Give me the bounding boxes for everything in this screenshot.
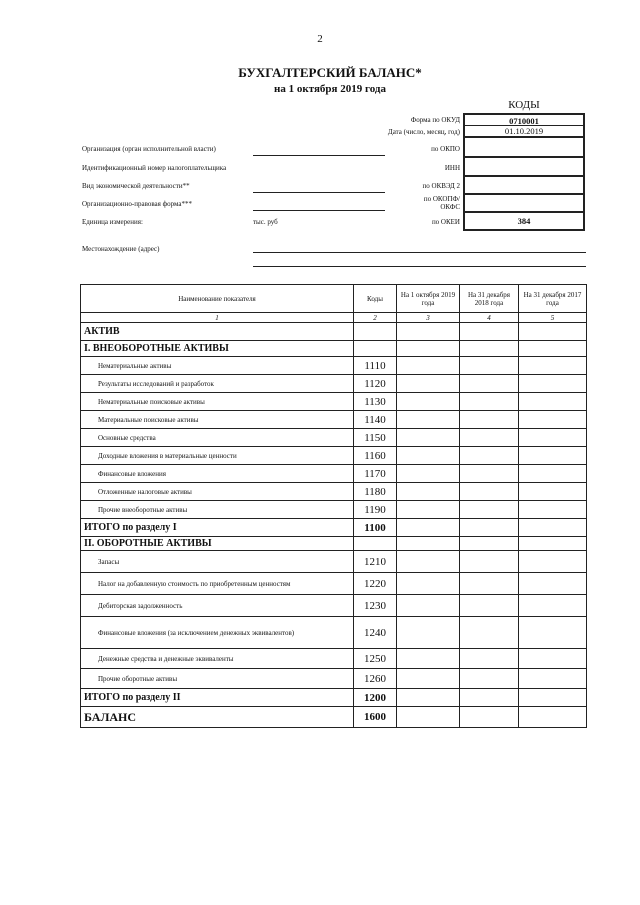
table-row — [81, 429, 587, 447]
index-cell: 3 — [397, 313, 460, 323]
okved-label: по ОКВЭД 2 — [422, 182, 460, 190]
section-assets: АКТИВ — [81, 323, 354, 341]
value-cell[interactable] — [460, 375, 519, 393]
inn-label: Идентификационный номер налогоплательщика — [82, 164, 227, 172]
header-col3: На 1 октября 2019 года — [397, 285, 460, 313]
value-cell[interactable] — [519, 483, 587, 501]
balance-table — [80, 284, 587, 728]
value-cell[interactable] — [460, 617, 519, 649]
row-code: 1230 — [354, 595, 397, 617]
value-cell[interactable] — [519, 447, 587, 465]
row-code: 1140 — [354, 411, 397, 429]
row-name: Налог на добавленную стоимость по приобретенным ценностям — [81, 573, 354, 595]
balance-code: 1600 — [354, 707, 397, 728]
org-label: Организация (орган исполнительной власти) — [82, 145, 216, 153]
section-1-title: I. ВНЕОБОРОТНЫЕ АКТИВЫ — [81, 341, 354, 357]
table-row — [81, 411, 587, 429]
document-title: БУХГАЛТЕРСКИЙ БАЛАНС* — [238, 65, 422, 80]
row-code: 1220 — [354, 573, 397, 595]
table-row — [81, 393, 587, 411]
section-assets-row — [81, 323, 587, 341]
value-cell[interactable] — [460, 447, 519, 465]
value-cell[interactable] — [397, 669, 460, 689]
value-cell[interactable] — [460, 649, 519, 669]
value-cell[interactable] — [397, 649, 460, 669]
value-cell[interactable] — [460, 689, 519, 707]
address-label: Местонахождение (адрес) — [82, 245, 160, 253]
value-cell[interactable] — [397, 519, 460, 537]
value-cell[interactable] — [519, 465, 587, 483]
legal-form-underline — [253, 210, 385, 211]
value-cell[interactable] — [460, 573, 519, 595]
header-name: Наименование показателя — [81, 285, 354, 313]
value-cell[interactable] — [519, 551, 587, 573]
legal-form-label: Организационно-правовая форма*** — [82, 200, 193, 208]
inn-code-label: ИНН — [444, 164, 460, 172]
value-cell[interactable] — [397, 501, 460, 519]
table-row — [81, 465, 587, 483]
value-cell[interactable] — [519, 595, 587, 617]
value-cell[interactable] — [519, 357, 587, 375]
balance-row — [81, 707, 587, 728]
value-cell[interactable] — [397, 393, 460, 411]
value-cell[interactable] — [460, 429, 519, 447]
row-code: 1150 — [354, 429, 397, 447]
total-2-name: ИТОГО по разделу II — [81, 689, 354, 707]
row-name: Нематериальные активы — [81, 357, 354, 375]
okud-code-box: 0710001 — [463, 113, 585, 126]
section-2-title: II. ОБОРОТНЫЕ АКТИВЫ — [81, 537, 354, 551]
row-name: Доходные вложения в материальные ценности — [81, 447, 354, 465]
row-name: Результаты исследований и разработок — [81, 375, 354, 393]
okei-code-box: 384 — [463, 212, 585, 231]
row-name: Прочие внеоборотные активы — [81, 501, 354, 519]
total-1-name: ИТОГО по разделу I — [81, 519, 354, 537]
value-cell[interactable] — [397, 707, 460, 728]
value-cell[interactable] — [397, 551, 460, 573]
okopf-label: по ОКОПФ/ ОКФС — [423, 195, 460, 211]
index-cell: 2 — [354, 313, 397, 323]
row-name: Денежные средства и денежные эквиваленты — [81, 649, 354, 669]
row-code: 1180 — [354, 483, 397, 501]
value-cell[interactable] — [460, 357, 519, 375]
value-cell[interactable] — [460, 669, 519, 689]
row-code: 1120 — [354, 375, 397, 393]
value-cell[interactable] — [519, 573, 587, 595]
value-cell[interactable] — [460, 551, 519, 573]
value-cell[interactable] — [397, 447, 460, 465]
table-header-row — [81, 285, 587, 313]
value-cell[interactable] — [460, 707, 519, 728]
okpo-code-box — [463, 137, 585, 157]
row-name: Финансовые вложения (за исключением денежных эквивалентов) — [81, 617, 354, 649]
header-codes: Коды — [354, 285, 397, 313]
table-row — [81, 617, 587, 649]
row-code: 1160 — [354, 447, 397, 465]
value-cell[interactable] — [519, 707, 587, 728]
value-cell[interactable] — [519, 617, 587, 649]
row-code: 1190 — [354, 501, 397, 519]
address-underline-2 — [253, 266, 586, 267]
value-cell[interactable] — [519, 669, 587, 689]
document-subtitle: на 1 октября 2019 года — [274, 83, 386, 95]
total-1-code: 1100 — [354, 519, 397, 537]
inn-code-box — [463, 157, 585, 176]
header-col5: На 31 декабря 2017 года — [519, 285, 587, 313]
index-row — [81, 313, 587, 323]
row-name: Основные средства — [81, 429, 354, 447]
table-row — [81, 551, 587, 573]
okopf-code-box — [463, 194, 585, 212]
value-cell[interactable] — [519, 519, 587, 537]
table-row — [81, 357, 587, 375]
org-underline — [253, 155, 385, 156]
index-cell: 1 — [81, 313, 354, 323]
row-name: Дебиторская задолженность — [81, 595, 354, 617]
value-cell[interactable] — [519, 501, 587, 519]
row-code: 1210 — [354, 551, 397, 573]
value-cell[interactable] — [397, 595, 460, 617]
row-name: Материальные поисковые активы — [81, 411, 354, 429]
row-code: 1260 — [354, 669, 397, 689]
value-cell[interactable] — [397, 357, 460, 375]
row-code: 1250 — [354, 649, 397, 669]
value-cell[interactable] — [460, 393, 519, 411]
okpo-label: по ОКПО — [431, 145, 460, 153]
index-cell: 5 — [519, 313, 587, 323]
section-2-row — [81, 537, 587, 551]
date-label: Дата (число, месяц, год) — [387, 128, 460, 136]
unit-label: Единица измерения: — [82, 218, 143, 226]
table-row — [81, 573, 587, 595]
value-cell[interactable] — [397, 411, 460, 429]
section-1-row — [81, 341, 587, 357]
value-cell[interactable] — [460, 483, 519, 501]
value-cell[interactable] — [519, 649, 587, 669]
address-underline-1 — [253, 252, 586, 253]
activity-label: Вид экономической деятельности** — [82, 182, 190, 190]
row-code: 1240 — [354, 617, 397, 649]
index-cell: 4 — [460, 313, 519, 323]
page-number: 2 — [317, 33, 323, 45]
value-cell[interactable] — [397, 375, 460, 393]
value-cell[interactable] — [460, 465, 519, 483]
row-name: Нематериальные поисковые активы — [81, 393, 354, 411]
row-code: 1110 — [354, 357, 397, 375]
unit-value: тыс. руб — [253, 218, 278, 226]
value-cell[interactable] — [460, 501, 519, 519]
total-2-code: 1200 — [354, 689, 397, 707]
header-col4: На 31 декабря 2018 года — [460, 285, 519, 313]
codes-header: КОДЫ — [508, 99, 540, 111]
value-cell[interactable] — [460, 411, 519, 429]
value-cell[interactable] — [519, 411, 587, 429]
value-cell[interactable] — [519, 375, 587, 393]
activity-underline — [253, 192, 385, 193]
value-cell[interactable] — [460, 595, 519, 617]
value-cell[interactable] — [519, 429, 587, 447]
row-name: Запасы — [81, 551, 354, 573]
value-cell[interactable] — [397, 429, 460, 447]
value-cell[interactable] — [397, 465, 460, 483]
okud-label: Форма по ОКУД — [410, 116, 460, 124]
row-code: 1130 — [354, 393, 397, 411]
table-row — [81, 649, 587, 669]
table-row — [81, 483, 587, 501]
balance-name: БАЛАНС — [81, 707, 354, 728]
total-1-row — [81, 519, 587, 537]
total-2-row — [81, 689, 587, 707]
table-row — [81, 447, 587, 465]
value-cell[interactable] — [397, 483, 460, 501]
table-row — [81, 501, 587, 519]
value-cell[interactable] — [397, 689, 460, 707]
value-cell[interactable] — [519, 689, 587, 707]
value-cell[interactable] — [397, 573, 460, 595]
row-name: Прочие оборотные активы — [81, 669, 354, 689]
value-cell[interactable] — [519, 393, 587, 411]
date-code-box: 01.10.2019 — [463, 125, 585, 137]
okved-code-box — [463, 176, 585, 194]
value-cell[interactable] — [397, 617, 460, 649]
table-row — [81, 375, 587, 393]
row-code: 1170 — [354, 465, 397, 483]
okei-label: по ОКЕИ — [431, 218, 460, 226]
table-row — [81, 595, 587, 617]
row-name: Отложенные налоговые активы — [81, 483, 354, 501]
value-cell[interactable] — [460, 519, 519, 537]
table-row — [81, 669, 587, 689]
row-name: Финансовые вложения — [81, 465, 354, 483]
